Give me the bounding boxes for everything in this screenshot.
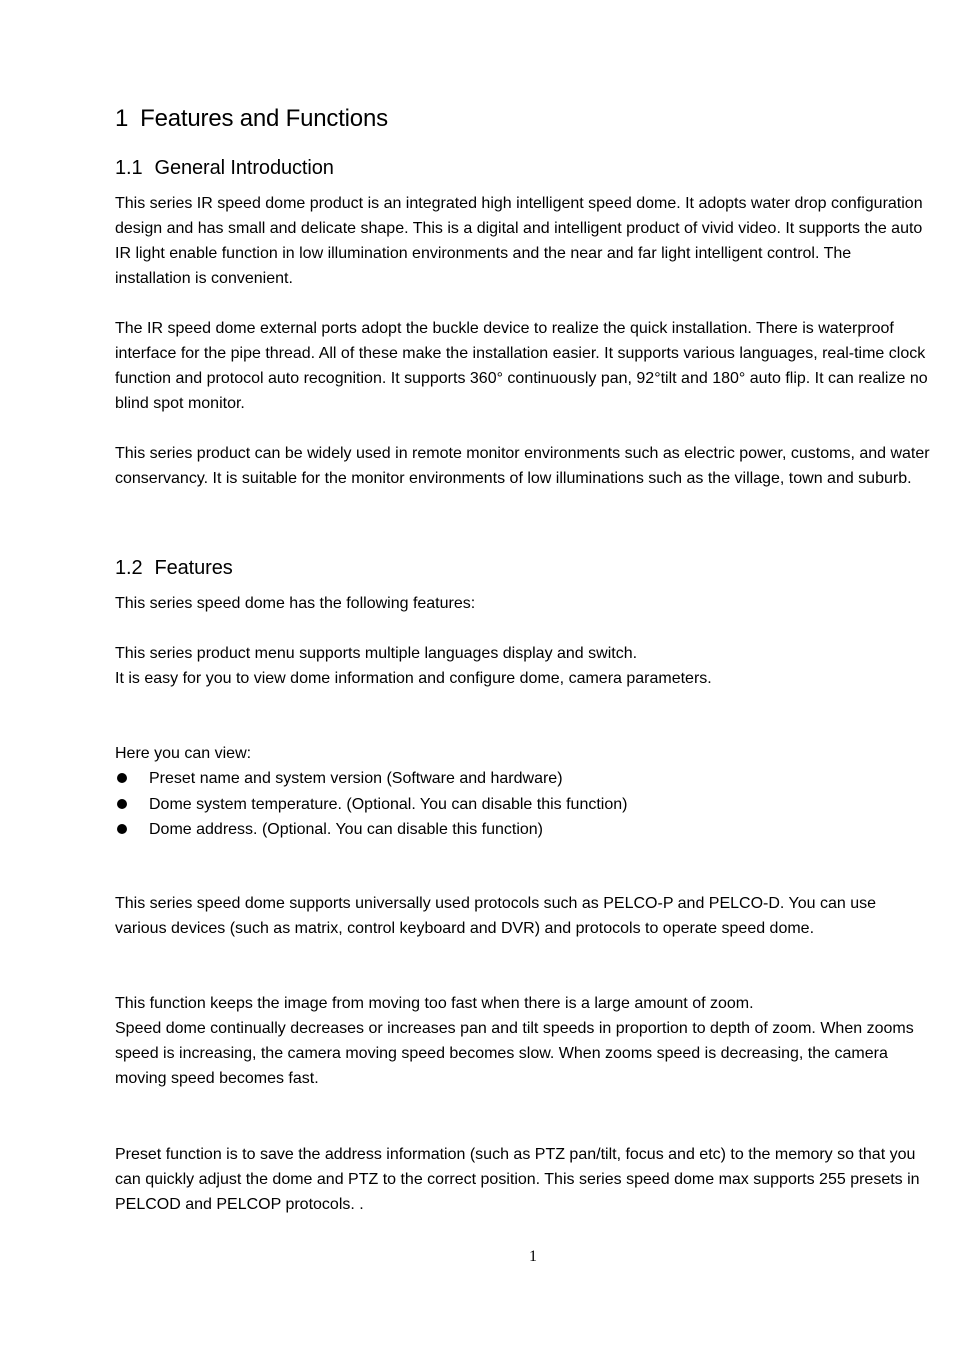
zoom-line-1: This function keeps the image from moving too fast when there is a large amount of zoom.: [115, 995, 754, 1012]
section-heading-features: [115, 555, 233, 581]
chapter-heading: [115, 103, 388, 135]
intro-paragraph-3: This series product can be widely used in remote monitor environments such as electric power, customs, and water conservancy. It is suitable for the monitor environments of low illuminations such as the village, town and suburb.: [115, 445, 930, 487]
view-label: Here you can view:: [115, 745, 252, 762]
menu-line-1: This series product menu supports multiple languages display and switch.: [115, 645, 638, 662]
features-intro: This series speed dome has the following features:: [115, 595, 476, 612]
intro-paragraph-2: The IR speed dome external ports adopt the buckle device to realize the quick installation. There is waterproof interface for the pipe thread. All of these make the installation easier. It supports various languages, real-time clock function and protocol auto recognition. It supports 360° continuously pan, 92°tilt and 180° auto flip. It can realize no blind spot monitor.: [115, 320, 928, 412]
page-number: 1: [529, 1248, 537, 1265]
chapter-number: 1: [115, 105, 129, 132]
section-title: Features: [154, 557, 233, 579]
preset-paragraph: Preset function is to save the address information (such as PTZ pan/tilt, focus and etc) to the memory so that you can quickly adjust the dome and PTZ to the correct position. This series speed dome max supports 255 presets in PELCOD and PELCOP protocols. .: [115, 1146, 920, 1213]
list-item: Preset name and system version (Software and hardware): [115, 766, 627, 792]
zoom-paragraph: Speed dome continually decreases or increases pan and tilt speeds in proportion to depth of zoom. When zooms speed is increasing, the camera moving speed becomes slow. When zooms speed is decreasing, the camera moving speed becomes fast.: [115, 1020, 914, 1087]
intro-paragraph-1: This series IR speed dome product is an integrated high intelligent speed dome. It adopts water drop configuration design and has small and delicate shape. This is a digital and intelligent product of vivid video. It supports the auto IR light enable function in low illumination environments and the near and far light intelligent control. The installation is convenient.: [115, 195, 923, 287]
bullet-icon: [117, 773, 127, 783]
menu-line-2: It is easy for you to view dome information and configure dome, camera parameters.: [115, 670, 712, 687]
list-item: Dome system temperature. (Optional. You can disable this function): [115, 792, 627, 818]
view-bullet-list: [115, 766, 627, 843]
chapter-title: Features and Functions: [140, 105, 388, 132]
section-number: 1.2: [115, 557, 143, 579]
section-title: General Introduction: [154, 157, 334, 179]
bullet-icon: [117, 824, 127, 834]
section-number: 1.1: [115, 157, 143, 179]
protocols-paragraph: This series speed dome supports universally used protocols such as PELCO-P and PELCO-D. You can use various devices (such as matrix, control keyboard and DVR) and protocols to operate speed dome.: [115, 895, 876, 937]
list-item: Dome address. (Optional. You can disable this function): [115, 817, 627, 843]
section-heading-general-introduction: [115, 155, 334, 181]
bullet-icon: [117, 799, 127, 809]
